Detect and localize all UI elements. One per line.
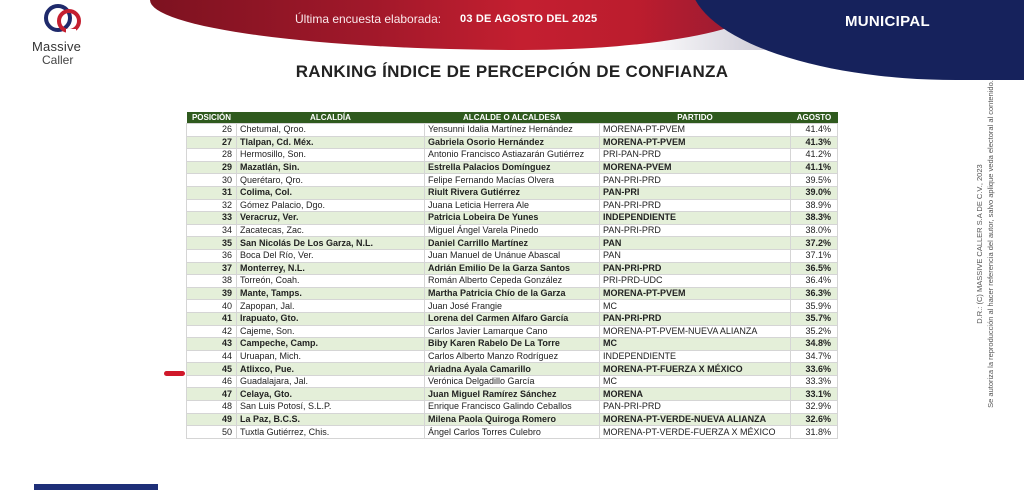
cell-mayor: Enrique Francisco Galindo Ceballos <box>425 401 600 414</box>
cell-august: 33.6% <box>791 363 838 376</box>
cell-mayor: Carlos Alberto Manzo Rodríguez <box>425 350 600 363</box>
table-row <box>187 237 838 250</box>
cell-position: 28 <box>187 149 237 162</box>
cell-party: PRI-PRD-UDC <box>600 275 791 288</box>
table-row <box>187 338 838 351</box>
cell-municipality: La Paz, B.C.S. <box>237 413 425 426</box>
cell-party: PRI-PAN-PRD <box>600 149 791 162</box>
cell-municipality: Cajeme, Son. <box>237 325 425 338</box>
cell-party: PAN-PRI-PRD <box>600 224 791 237</box>
cell-mayor: Riult Rivera Gutiérrez <box>425 186 600 199</box>
table-row <box>187 136 838 149</box>
copyright-line: D.R.: (C) MASSIVE CALLER S.A DE C.V., 2023 <box>975 164 984 324</box>
table-row <box>187 312 838 325</box>
cell-position: 40 <box>187 300 237 313</box>
table-row <box>187 363 838 376</box>
cell-august: 36.4% <box>791 275 838 288</box>
cell-mayor: Verónica Delgadillo García <box>425 375 600 388</box>
cell-party: PAN-PRI-PRD <box>600 401 791 414</box>
cell-party: MORENA <box>600 388 791 401</box>
column-header-municipality: ALCALDÍA <box>237 112 425 124</box>
cell-party: PAN-PRI-PRD <box>600 312 791 325</box>
cell-municipality: Irapuato, Gto. <box>237 312 425 325</box>
cell-mayor: Juan Manuel de Unánue Abascal <box>425 249 600 262</box>
cell-position: 41 <box>187 312 237 325</box>
cell-mayor: Estrella Palacios Domínguez <box>425 161 600 174</box>
cell-municipality: Celaya, Gto. <box>237 388 425 401</box>
cell-august: 41.3% <box>791 136 838 149</box>
cell-mayor: Juan Miguel Ramírez Sánchez <box>425 388 600 401</box>
cell-municipality: Zacatecas, Zac. <box>237 224 425 237</box>
cell-august: 32.9% <box>791 401 838 414</box>
survey-date: 03 DE AGOSTO DEL 2025 <box>460 13 598 25</box>
cell-august: 33.3% <box>791 375 838 388</box>
cell-position: 50 <box>187 426 237 439</box>
cell-august: 32.6% <box>791 413 838 426</box>
cell-position: 30 <box>187 174 237 187</box>
table-header-row <box>187 112 838 124</box>
cell-august: 35.2% <box>791 325 838 338</box>
cell-position: 33 <box>187 212 237 225</box>
cell-municipality: Hermosillo, Son. <box>237 149 425 162</box>
cell-party: MORENA-PT-VERDE-NUEVA ALIANZA <box>600 413 791 426</box>
cell-position: 42 <box>187 325 237 338</box>
cell-position: 45 <box>187 363 237 376</box>
table-row <box>187 300 838 313</box>
cell-mayor: Antonio Francisco Astiazarán Gutiérrez <box>425 149 600 162</box>
copyright-note <box>974 80 996 408</box>
logo-text-line1: Massive <box>32 39 82 54</box>
cell-position: 49 <box>187 413 237 426</box>
table-row <box>187 186 838 199</box>
cell-party: PAN-PRI-PRD <box>600 199 791 212</box>
ranking-table-container <box>186 112 837 439</box>
cell-municipality: Mante, Tamps. <box>237 287 425 300</box>
cell-august: 41.2% <box>791 149 838 162</box>
cell-municipality: Tlalpan, Cd. Méx. <box>237 136 425 149</box>
cell-august: 35.9% <box>791 300 838 313</box>
cell-position: 43 <box>187 338 237 351</box>
cell-mayor: Patricia Lobeira De Yunes <box>425 212 600 225</box>
cell-mayor: Felipe Fernando Macías Olvera <box>425 174 600 187</box>
cell-municipality: Atlixco, Pue. <box>237 363 425 376</box>
footer-bar <box>34 484 158 490</box>
table-row <box>187 375 838 388</box>
table-body <box>187 124 838 439</box>
cell-august: 31.8% <box>791 426 838 439</box>
cell-august: 36.5% <box>791 262 838 275</box>
cell-august: 37.2% <box>791 237 838 250</box>
table-row <box>187 161 838 174</box>
table-row <box>187 249 838 262</box>
cell-position: 27 <box>187 136 237 149</box>
cell-position: 48 <box>187 401 237 414</box>
cell-municipality: Uruapan, Mich. <box>237 350 425 363</box>
cell-position: 29 <box>187 161 237 174</box>
table-row <box>187 401 838 414</box>
cell-august: 39.0% <box>791 186 838 199</box>
cell-position: 47 <box>187 388 237 401</box>
table-row <box>187 325 838 338</box>
cell-august: 35.7% <box>791 312 838 325</box>
logo-text-line2: Caller <box>42 53 74 67</box>
cell-municipality: Monterrey, N.L. <box>237 262 425 275</box>
cell-position: 37 <box>187 262 237 275</box>
cell-august: 41.4% <box>791 124 838 137</box>
table-row <box>187 224 838 237</box>
cell-position: 32 <box>187 199 237 212</box>
cell-mayor: Ariadna Ayala Camarillo <box>425 363 600 376</box>
cell-august: 38.0% <box>791 224 838 237</box>
cell-mayor: Gabriela Osorio Hernández <box>425 136 600 149</box>
cell-municipality: Gómez Palacio, Dgo. <box>237 199 425 212</box>
cell-party: MC <box>600 338 791 351</box>
cell-party: MORENA-PT-PVEM <box>600 287 791 300</box>
table-row <box>187 426 838 439</box>
cell-august: 36.3% <box>791 287 838 300</box>
cell-municipality: Chetumal, Qroo. <box>237 124 425 137</box>
cell-mayor: Adrián Emilio De la Garza Santos <box>425 262 600 275</box>
cell-mayor: Román Alberto Cepeda González <box>425 275 600 288</box>
cell-party: MORENA-PT-PVEM <box>600 136 791 149</box>
table-row <box>187 413 838 426</box>
table-row <box>187 199 838 212</box>
cell-position: 34 <box>187 224 237 237</box>
cell-municipality: Campeche, Camp. <box>237 338 425 351</box>
cell-mayor: Biby Karen Rabelo De La Torre <box>425 338 600 351</box>
cell-position: 31 <box>187 186 237 199</box>
cell-party: MORENA-PT-PVEM-NUEVA ALIANZA <box>600 325 791 338</box>
cell-position: 44 <box>187 350 237 363</box>
column-header-position: POSICIÓN <box>187 112 237 124</box>
cell-municipality: Torreón, Coah. <box>237 275 425 288</box>
cell-position: 38 <box>187 275 237 288</box>
cell-august: 38.3% <box>791 212 838 225</box>
cell-municipality: Guadalajara, Jal. <box>237 375 425 388</box>
cell-position: 35 <box>187 237 237 250</box>
cell-august: 39.5% <box>791 174 838 187</box>
cell-municipality: Boca Del Río, Ver. <box>237 249 425 262</box>
cell-municipality: Querétaro, Qro. <box>237 174 425 187</box>
cell-municipality: Colima, Col. <box>237 186 425 199</box>
table-row <box>187 388 838 401</box>
cell-party: PAN-PRI-PRD <box>600 262 791 275</box>
cell-position: 46 <box>187 375 237 388</box>
cell-august: 37.1% <box>791 249 838 262</box>
cell-party: INDEPENDIENTE <box>600 212 791 225</box>
cell-municipality: Veracruz, Ver. <box>237 212 425 225</box>
cell-mayor: Daniel Carrillo Martínez <box>425 237 600 250</box>
cell-party: MORENA-PT-PVEM <box>600 124 791 137</box>
cell-municipality: San Nicolás De Los Garza, N.L. <box>237 237 425 250</box>
cell-municipality: Mazatlán, Sin. <box>237 161 425 174</box>
reproduction-note: Se autoriza la reproducción al hacer referencia del autor, salvo aplique veda electoral al contenido. <box>986 80 995 408</box>
table-row <box>187 262 838 275</box>
cell-party: INDEPENDIENTE <box>600 350 791 363</box>
cell-party: PAN <box>600 237 791 250</box>
page-title: RANKING ÍNDICE DE PERCEPCIÓN DE CONFIANZA <box>295 62 729 81</box>
column-header-party: PARTIDO <box>600 112 791 124</box>
highlight-marker <box>164 371 185 376</box>
cell-mayor: Milena Paola Quiroga Romero <box>425 413 600 426</box>
cell-party: PAN <box>600 249 791 262</box>
cell-mayor: Juan José Frangie <box>425 300 600 313</box>
cell-august: 41.1% <box>791 161 838 174</box>
company-logo <box>30 2 100 70</box>
cell-position: 39 <box>187 287 237 300</box>
cell-party: PAN-PRI <box>600 186 791 199</box>
table-row <box>187 212 838 225</box>
cell-position: 36 <box>187 249 237 262</box>
column-header-august: AGOSTO <box>791 112 838 124</box>
cell-august: 34.8% <box>791 338 838 351</box>
cell-municipality: Zapopan, Jal. <box>237 300 425 313</box>
cell-party: MORENA-PT-FUERZA X MÉXICO <box>600 363 791 376</box>
cell-municipality: San Luis Potosí, S.L.P. <box>237 401 425 414</box>
table-row <box>187 350 838 363</box>
survey-label: Última encuesta elaborada: <box>295 12 442 26</box>
table-row <box>187 149 838 162</box>
cell-mayor: Miguel Ángel Varela Pinedo <box>425 224 600 237</box>
cell-mayor: Juana Leticia Herrera Ale <box>425 199 600 212</box>
cell-party: MORENA-PT-VERDE-FUERZA X MÉXICO <box>600 426 791 439</box>
table-row <box>187 174 838 187</box>
cell-mayor: Yensunni Idalia Martínez Hernández <box>425 124 600 137</box>
cell-august: 33.1% <box>791 388 838 401</box>
cell-party: MORENA-PVEM <box>600 161 791 174</box>
cell-position: 26 <box>187 124 237 137</box>
cell-party: PAN-PRI-PRD <box>600 174 791 187</box>
column-header-mayor: ALCALDE O ALCALDESA <box>425 112 600 124</box>
cell-party: MC <box>600 375 791 388</box>
cell-mayor: Carlos Javier Lamarque Cano <box>425 325 600 338</box>
table-row <box>187 287 838 300</box>
cell-mayor: Martha Patricia Chío de la Garza <box>425 287 600 300</box>
table-row <box>187 124 838 137</box>
cell-mayor: Lorena del Carmen Alfaro García <box>425 312 600 325</box>
cell-august: 38.9% <box>791 199 838 212</box>
cell-municipality: Tuxtla Gutiérrez, Chis. <box>237 426 425 439</box>
cell-august: 34.7% <box>791 350 838 363</box>
section-label: MUNICIPAL <box>845 13 930 30</box>
cell-party: MC <box>600 300 791 313</box>
ranking-table <box>186 112 838 439</box>
logo-mark-icon <box>42 2 86 38</box>
table-row <box>187 275 838 288</box>
cell-mayor: Ángel Carlos Torres Culebro <box>425 426 600 439</box>
